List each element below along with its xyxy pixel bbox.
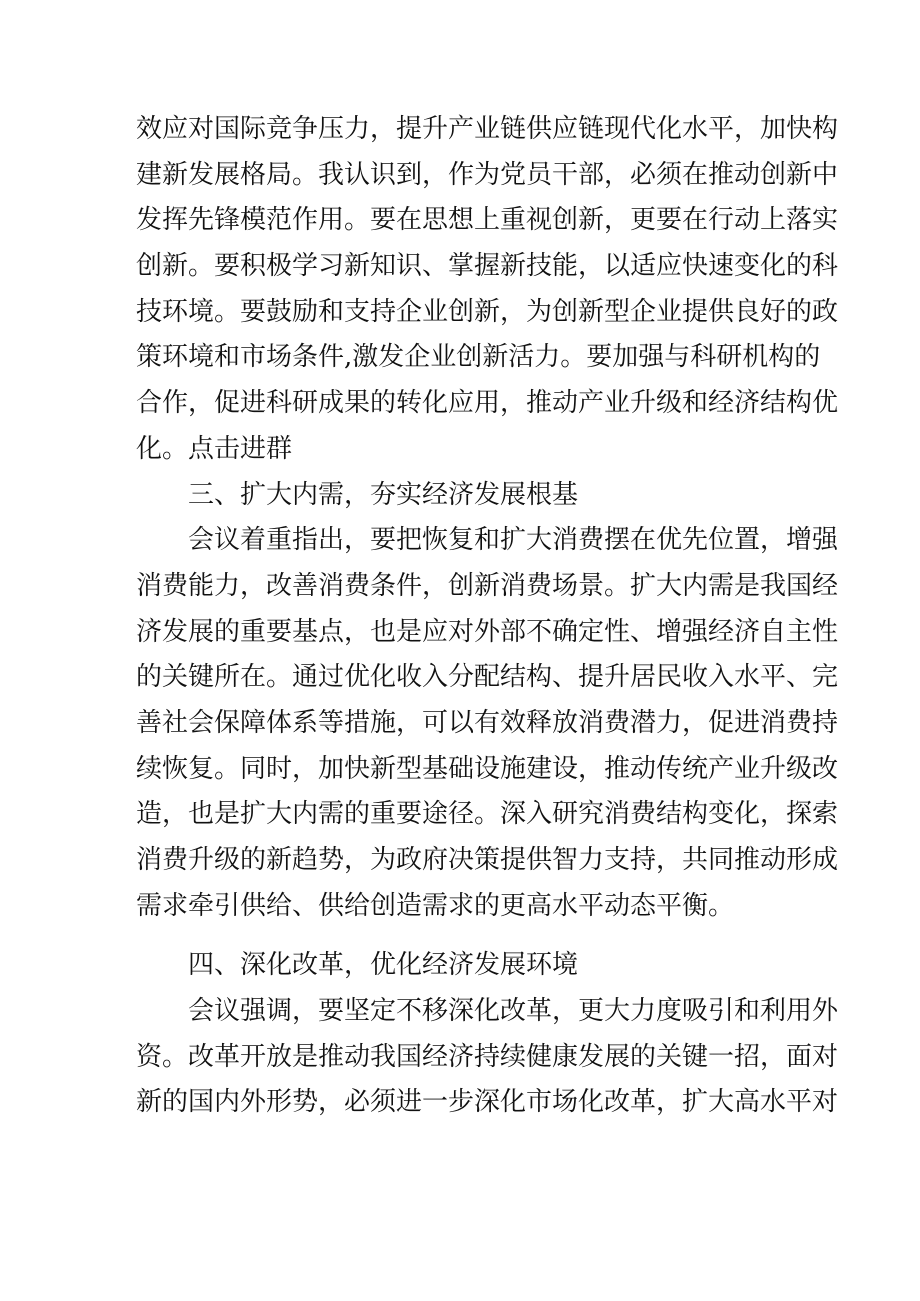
text-line: 续恢复。同时，加快新型基础设施建设，推动传统产业升级改	[136, 753, 839, 784]
text-line: 建新发展格局。我认识到，作为党员干部，必须在推动创新中	[136, 159, 839, 190]
text-line: 需求牵引供给、供给创造需求的更高水平动态平衡。	[136, 890, 735, 921]
document-page	[136, 107, 839, 1126]
text-line: 善社会保障体系等措施，可以有效释放消费潜力，促进消费持	[136, 707, 839, 738]
text-line: 创新。要积极学习新知识、掌握新技能，以适应快速变化的科	[136, 251, 839, 282]
section-heading-4: 四、深化改革，优化经济发展环境	[188, 950, 579, 981]
text-line: 策环境和市场条件,激发企业创新活力。要加强与科研机构的	[136, 342, 821, 373]
text-line: 消费升级的新趋势，为政府决策提供智力支持，共同推动形成	[136, 845, 839, 875]
text-line: 技环境。要鼓励和支持企业创新，为创新型企业提供良好的政	[136, 296, 839, 327]
section-heading-3: 三、扩大内需，夯实经济发展根基	[188, 479, 579, 510]
text-line: 的关键所在。通过优化收入分配结构、提升居民收入水平、完	[136, 662, 839, 693]
text-line: 化。点击进群	[136, 433, 293, 464]
paragraph-innovation	[136, 107, 839, 473]
text-line: 新的国内外形势，必须进一步深化市场化改革，扩大高水平对	[136, 1087, 839, 1118]
text-line: 消费能力，改善消费条件，创新消费场景。扩大内需是我国经	[136, 570, 839, 601]
text-line: 资。改革开放是推动我国经济持续健康发展的关键一招，面对	[136, 1041, 839, 1072]
text-line: 造，也是扩大内需的重要途径。深入研究消费结构变化，探索	[136, 799, 839, 830]
text-line: 发挥先锋模范作用。要在思想上重视创新，更要在行动上落实	[136, 205, 839, 236]
text-line: 合作，促进科研成果的转化应用，推动产业升级和经济结构优	[136, 388, 839, 419]
paragraph-domestic-demand	[136, 518, 839, 929]
paragraph-reform	[136, 989, 839, 1126]
text-line: 会议着重指出，要把恢复和扩大消费摆在优先位置，增强	[188, 525, 839, 556]
paragraph-gap	[136, 929, 796, 943]
text-line: 会议强调，要坚定不移深化改革，更大力度吸引和利用外	[188, 996, 839, 1027]
text-line: 济发展的重要基点，也是应对外部不确定性、增强经济自主性	[136, 616, 839, 647]
text-line: 效应对国际竞争压力，提升产业链供应链现代化水平，加快构	[136, 114, 839, 144]
